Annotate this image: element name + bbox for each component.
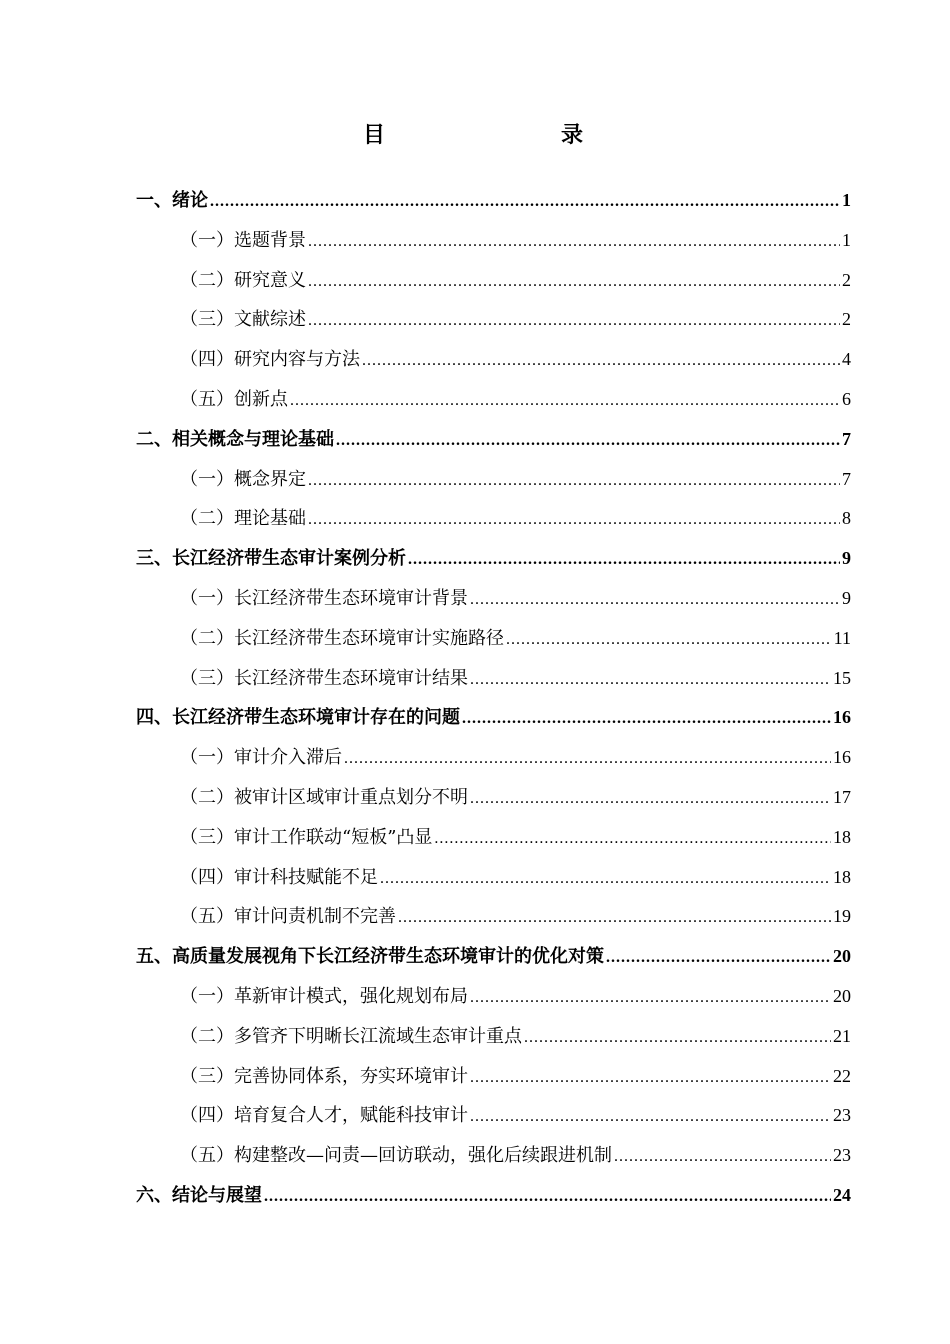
- toc-dot-leader: [470, 1058, 831, 1097]
- toc-dot-leader: [614, 1137, 831, 1176]
- toc-entry-label: （一）革新审计模式，强化规划布局: [180, 985, 468, 1007]
- toc-dot-leader: [308, 461, 840, 500]
- toc-entry-label: （五）审计问责机制不完善: [180, 906, 396, 928]
- toc-dot-leader: [470, 1097, 831, 1136]
- toc-page-number: 17: [833, 786, 851, 807]
- toc-dot-leader: [308, 301, 840, 340]
- toc-section-entry[interactable]: [136, 460, 851, 500]
- toc-dot-leader: [434, 819, 831, 858]
- toc-dot-leader: [290, 381, 840, 420]
- toc-entry-label: 一、绪论: [136, 190, 208, 211]
- toc-chapter-entry[interactable]: [136, 698, 851, 738]
- toc-entry-label: （二）研究意义: [180, 269, 306, 291]
- toc-entry-label: 四、长江经济带生态环境审计存在的问题: [136, 707, 460, 729]
- toc-entry-label: （三）长江经济带生态环境审计结果: [180, 667, 468, 689]
- toc-dot-leader: [606, 938, 831, 977]
- toc-entry-label: （一）审计介入滞后: [180, 747, 342, 769]
- toc-page-number: 7: [842, 428, 851, 449]
- toc-section-entry[interactable]: [136, 300, 851, 340]
- toc-page-number: 8: [842, 508, 851, 529]
- toc-page-number: 21: [833, 1025, 851, 1046]
- toc-section-entry[interactable]: [136, 977, 851, 1017]
- toc-title: 目 录: [362, 123, 627, 148]
- toc-section-entry[interactable]: [136, 340, 851, 380]
- toc-page-number: 16: [833, 707, 851, 728]
- toc-page-number: 4: [842, 349, 851, 370]
- toc-section-entry[interactable]: [136, 261, 851, 301]
- toc-page-number: 15: [833, 667, 851, 688]
- toc-entry-label: （一）概念界定: [180, 468, 306, 490]
- toc-section-entry[interactable]: [136, 818, 851, 858]
- toc-entry-label: （三）审计工作联动“短板”凸显: [180, 826, 433, 848]
- toc-page-number: 19: [833, 906, 851, 927]
- toc-dot-leader: [462, 699, 831, 738]
- toc-section-entry[interactable]: [136, 1017, 851, 1057]
- toc-entry-label: （五）构建整改—问责—回访联动，强化后续跟进机制: [180, 1145, 612, 1167]
- toc-chapter-entry[interactable]: [136, 937, 851, 977]
- toc-dot-leader: [506, 620, 832, 659]
- toc-section-entry[interactable]: [136, 1096, 851, 1136]
- toc-page-number: 1: [842, 190, 851, 210]
- toc-entry-label: （二）长江经济带生态环境审计实施路径: [180, 627, 504, 649]
- toc-dot-leader: [308, 222, 840, 261]
- toc-dot-leader: [362, 341, 840, 380]
- toc-section-entry[interactable]: [136, 738, 851, 778]
- toc-page-number: 9: [842, 587, 851, 608]
- toc-page-number: 20: [833, 946, 851, 967]
- toc-section-entry[interactable]: [136, 579, 851, 619]
- toc-page-number: 23: [833, 1105, 851, 1126]
- toc-entry-label: （四）审计科技赋能不足: [180, 866, 378, 888]
- toc-section-entry[interactable]: [136, 1136, 851, 1176]
- toc-dot-leader: [398, 898, 831, 937]
- toc-entry-label: 五、高质量发展视角下长江经济带生态环境审计的优化对策: [136, 946, 604, 968]
- toc-page-number: 6: [842, 388, 851, 409]
- toc-dot-leader: [380, 859, 831, 898]
- toc-page-number: 9: [842, 548, 851, 569]
- toc-page-number: 18: [833, 866, 851, 887]
- toc-chapter-entry[interactable]: [136, 420, 851, 460]
- toc-dot-leader: [470, 978, 831, 1017]
- toc-entry-label: （一）选题背景: [180, 229, 306, 251]
- toc-dot-leader: [308, 262, 840, 301]
- toc-dot-leader: [264, 1177, 831, 1216]
- toc-dot-leader: [408, 540, 840, 579]
- toc-dot-leader: [344, 739, 831, 778]
- toc-chapter-entry[interactable]: [136, 181, 851, 221]
- toc-page-number: 2: [842, 309, 851, 330]
- toc-entry-label: （二）多管齐下明晰长江流域生态审计重点: [180, 1025, 522, 1047]
- toc-section-entry[interactable]: [136, 659, 851, 699]
- toc-dot-leader: [470, 779, 831, 818]
- toc-chapter-entry[interactable]: [136, 1176, 851, 1216]
- toc-page-number: 16: [833, 747, 851, 768]
- table-of-contents: [136, 181, 851, 1216]
- toc-page-number: 23: [833, 1145, 851, 1166]
- toc-entry-label: （三）完善协同体系，夯实环境审计: [180, 1065, 468, 1087]
- toc-section-entry[interactable]: [136, 619, 851, 659]
- toc-page-number: 22: [833, 1065, 851, 1086]
- toc-page-number: 20: [833, 985, 851, 1006]
- toc-page-number: 7: [842, 468, 851, 489]
- toc-entry-label: （三）文献综述: [180, 309, 306, 331]
- toc-section-entry[interactable]: [136, 778, 851, 818]
- toc-section-entry[interactable]: [136, 499, 851, 539]
- toc-page-number: 24: [833, 1184, 851, 1205]
- toc-entry-label: （一）长江经济带生态环境审计背景: [180, 587, 468, 609]
- toc-entry-label: 六、结论与展望: [136, 1184, 262, 1206]
- toc-dot-leader: [470, 580, 840, 619]
- toc-dot-leader: [524, 1018, 831, 1057]
- toc-entry-label: 二、相关概念与理论基础: [136, 428, 334, 450]
- toc-dot-leader: [336, 421, 840, 460]
- toc-page-number: 18: [833, 826, 851, 847]
- toc-page-number: 2: [842, 269, 851, 290]
- toc-section-entry[interactable]: [136, 380, 851, 420]
- toc-entry-label: 三、长江经济带生态审计案例分析: [136, 548, 406, 570]
- toc-entry-label: （四）培育复合人才，赋能科技审计: [180, 1105, 468, 1127]
- toc-chapter-entry[interactable]: [136, 539, 851, 579]
- toc-section-entry[interactable]: [136, 221, 851, 261]
- toc-dot-leader: [210, 182, 840, 221]
- toc-entry-label: （五）创新点: [180, 388, 288, 410]
- toc-page-number: 1: [842, 229, 851, 250]
- toc-dot-leader: [308, 500, 840, 539]
- toc-entry-label: （二）理论基础: [180, 508, 306, 530]
- toc-section-entry[interactable]: [136, 858, 851, 898]
- toc-section-entry[interactable]: [136, 897, 851, 937]
- toc-entry-label: （二）被审计区域审计重点划分不明: [180, 786, 468, 808]
- toc-page-number: 11: [833, 627, 851, 648]
- toc-entry-label: （四）研究内容与方法: [180, 349, 360, 371]
- toc-section-entry[interactable]: [136, 1057, 851, 1097]
- toc-dot-leader: [470, 660, 831, 699]
